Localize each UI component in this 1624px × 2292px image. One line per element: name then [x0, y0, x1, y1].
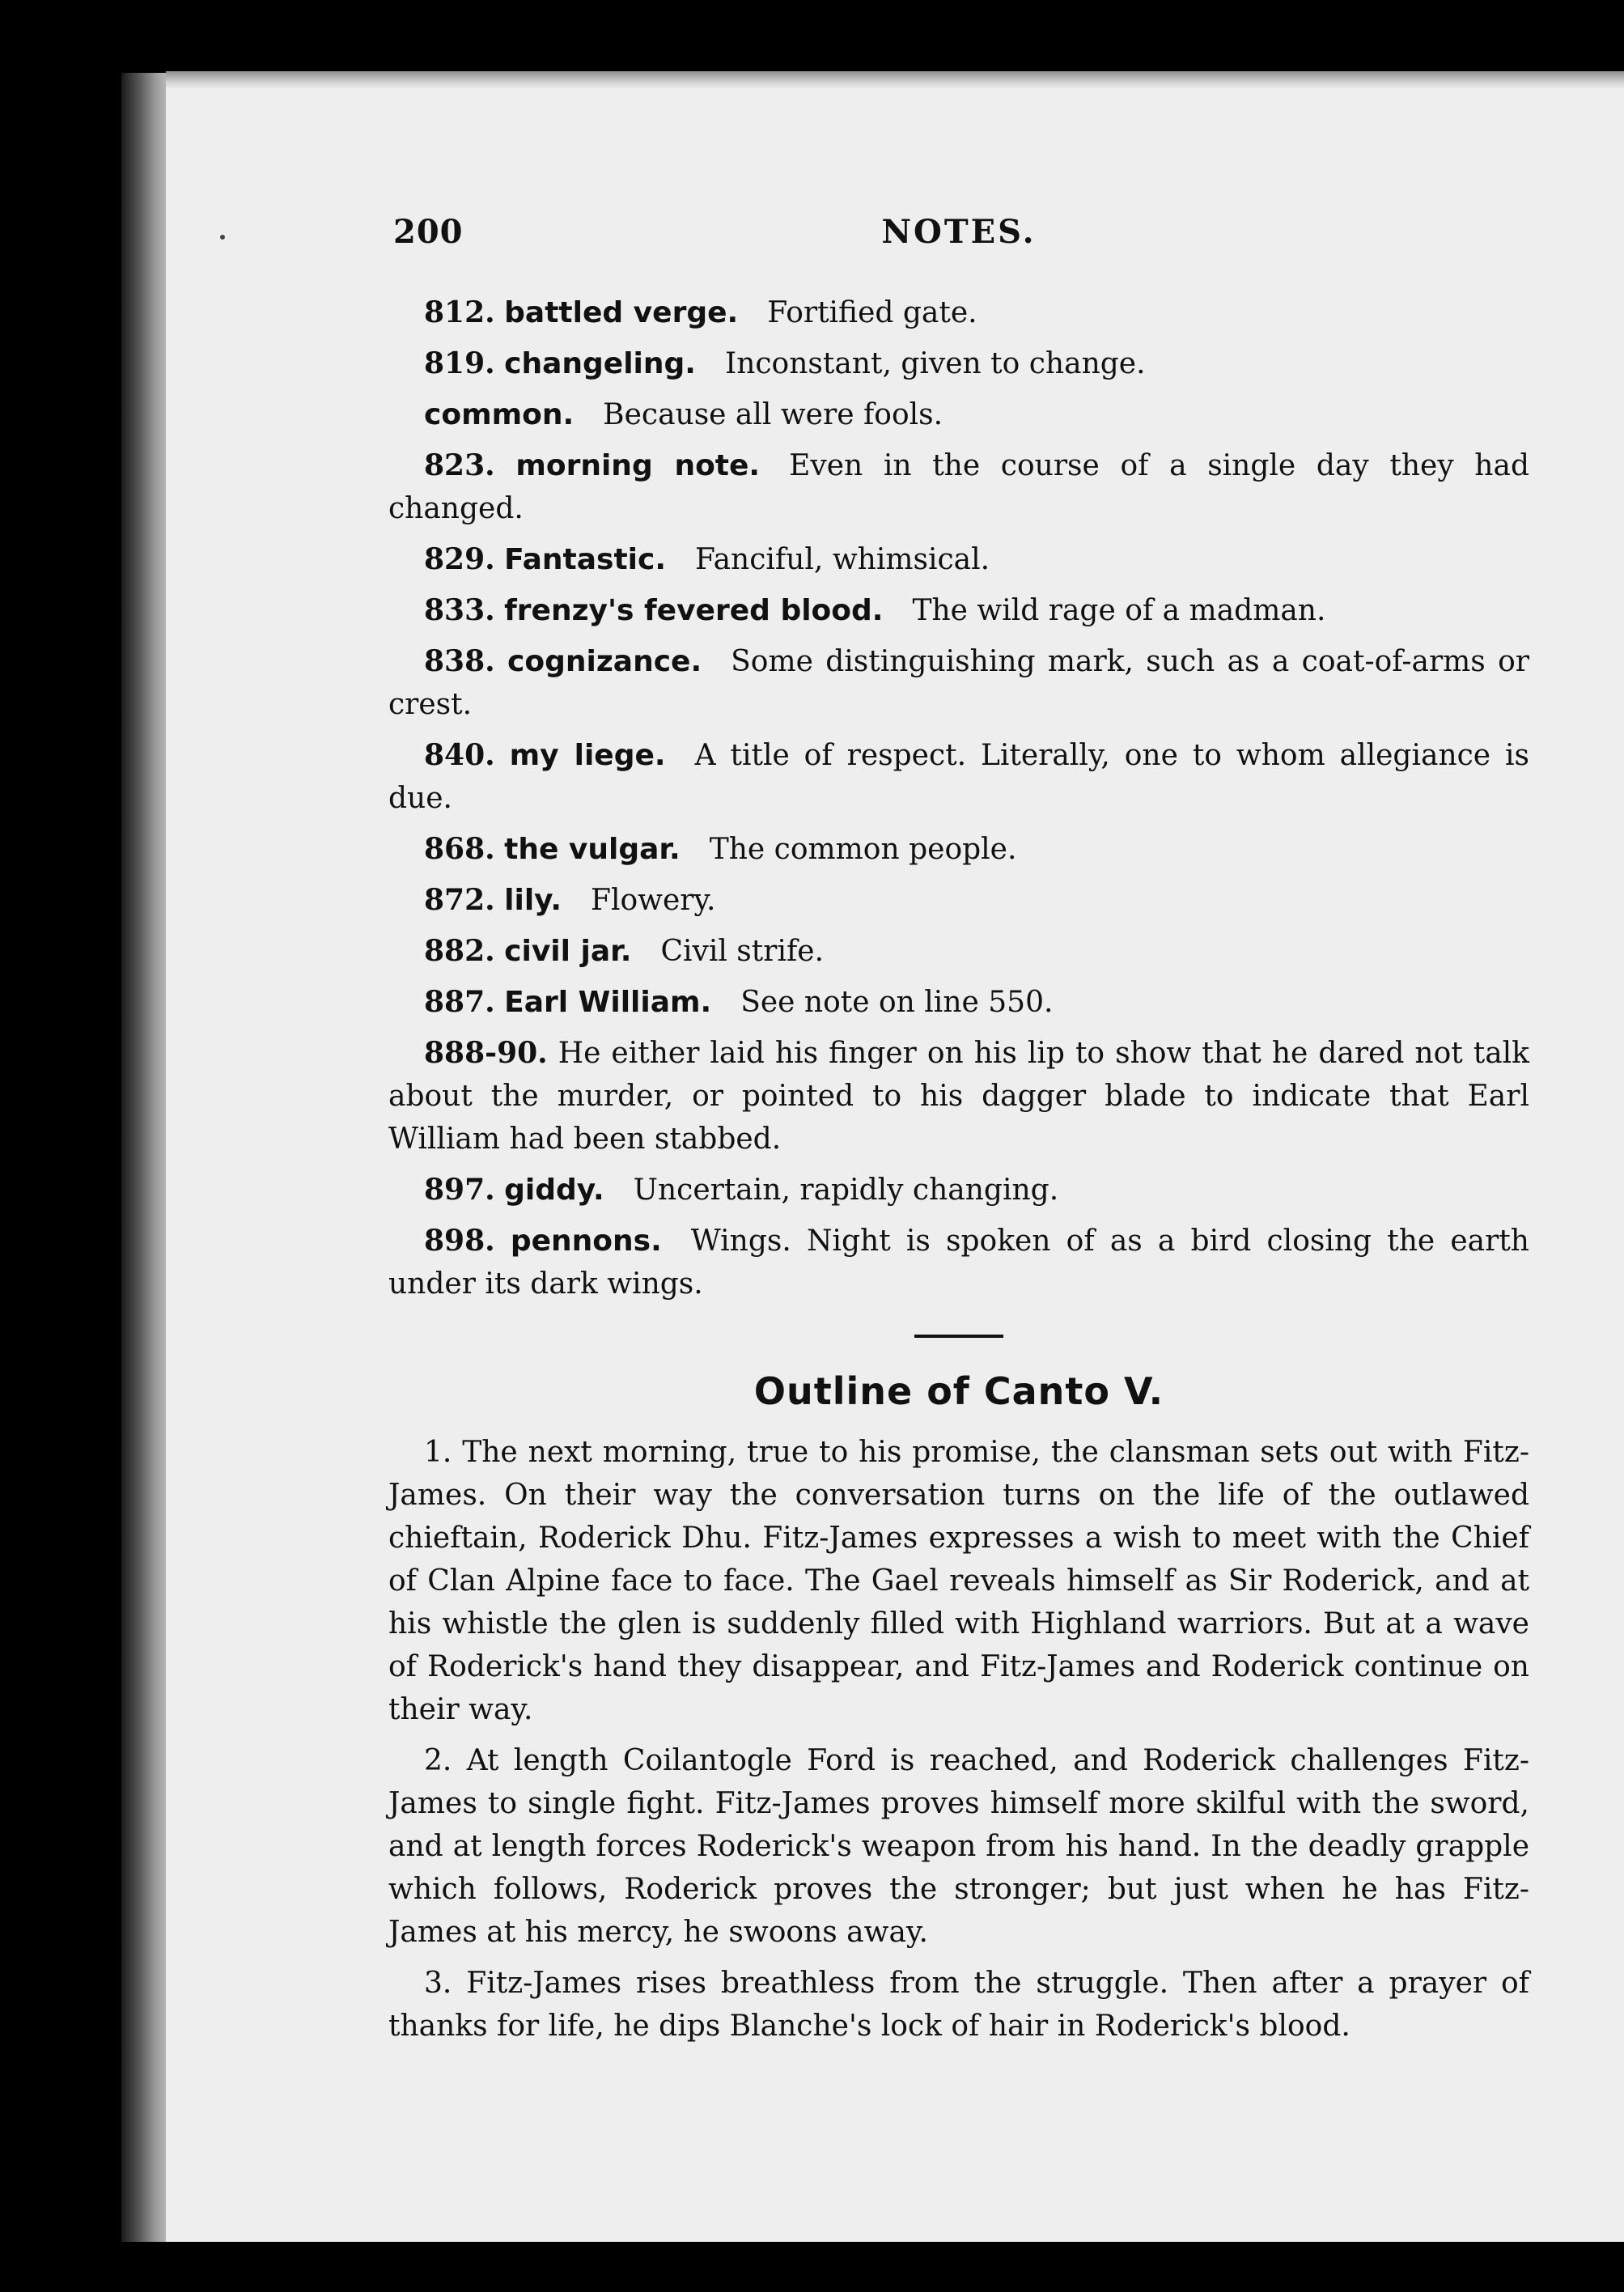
- note-term: pennons.: [510, 1225, 662, 1258]
- note-line-number: 887.: [424, 985, 495, 1019]
- note-line-number: 882.: [424, 934, 495, 968]
- note-entry: [388, 538, 1529, 581]
- note-entry: [388, 981, 1529, 1024]
- note-entry: [388, 291, 1529, 334]
- note-line-number: 838.: [424, 644, 495, 678]
- note-entry: [388, 930, 1529, 973]
- note-line-number: 829.: [424, 542, 495, 576]
- note-term: morning note.: [515, 449, 761, 482]
- note-line-number: 819.: [424, 346, 495, 380]
- page-top-edge: [166, 71, 1624, 89]
- note-term: common.: [424, 398, 575, 431]
- note-gloss: Inconstant, given to change.: [724, 347, 1146, 380]
- note-entry: [388, 1169, 1529, 1212]
- note-term: my liege.: [509, 739, 666, 772]
- note-entry: [388, 734, 1529, 820]
- note-term: cognizance.: [507, 645, 702, 678]
- note-entry: [388, 444, 1529, 530]
- note-entry: [388, 589, 1529, 632]
- note-term: the vulgar.: [504, 833, 681, 866]
- note-term: lily.: [504, 884, 562, 917]
- note-term: Earl William.: [504, 986, 712, 1019]
- margin-speck: [220, 235, 225, 240]
- note-line-number: 840.: [424, 738, 495, 772]
- note-term: changeling.: [504, 347, 696, 380]
- note-gloss: Fanciful, whimsical.: [695, 543, 990, 576]
- running-head: [388, 202, 1529, 259]
- page-number: 200: [393, 213, 464, 251]
- outline-paragraph: 3. Fitz-James rises breathless from the struggle. Then after a prayer of thanks for life, he dips Blanche's lock of hair in Roderick's blood.: [388, 1967, 1529, 2043]
- note-term: civil jar.: [504, 935, 632, 968]
- note-term: frenzy's fevered blood.: [504, 594, 884, 627]
- page-heading: NOTES.: [881, 213, 1037, 251]
- note-line-number: 812.: [424, 295, 495, 329]
- note-gloss: The wild rage of a madman.: [912, 594, 1326, 627]
- note-entry: [388, 640, 1529, 726]
- note-gloss: A title of respect. Literally, one to whom allegiance is due.: [388, 739, 1530, 815]
- note-entry: [388, 393, 1529, 436]
- note-term: battled verge.: [504, 296, 739, 329]
- note-entry: [388, 1220, 1529, 1305]
- note-gloss: The common people.: [709, 833, 1017, 866]
- note-gloss: Wings. Night is spoken of as a bird closing the earth under its dark wings.: [388, 1225, 1529, 1301]
- outline-title: Outline of Canto V.: [753, 1369, 1164, 1413]
- note-gloss: Some distinguishing mark, such as a coat-of-arms or crest.: [388, 645, 1529, 721]
- note-gloss: Even in the course of a single day they had changed.: [388, 449, 1529, 525]
- note-entry: [388, 828, 1529, 871]
- note-gloss: Flowery.: [591, 884, 716, 917]
- note-line-number: 888-90.: [424, 1036, 548, 1070]
- outline-paragraph: 2. At length Coilantogle Ford is reached, and Roderick challenges Fitz-James to single fight. Fitz-James proves himself more skilful with the sword, and at length forces Roderick's weapon from his hand. In the deadly grapple which follows, Roderick proves the stronger; but just when he has Fitz-James at his mercy, he swoons away.: [388, 1744, 1529, 1949]
- note-gloss: Civil strife.: [660, 935, 825, 968]
- outline-paragraph: 1. The next morning, true to his promise, the clansman sets out with Fitz-James. On their way the conversation turns on the life of the outlawed chieftain, Roderick Dhu. Fitz-James expresses a wish to meet with the Chief of Clan Alpine face to face. The Gael reveals himself as Sir Roderick, and at his whistle the glen is suddenly filled with Highland warriors. But at a wave of Roderick's hand they disappear, and Fitz-James and Roderick continue on their way.: [388, 1436, 1529, 1726]
- page-text: [388, 202, 1529, 2056]
- note-gloss: Fortified gate.: [767, 296, 977, 329]
- notes-list: [388, 291, 1529, 1305]
- note-term: Fantastic.: [504, 543, 667, 576]
- note-entry: [388, 1032, 1529, 1161]
- note-term: giddy.: [504, 1174, 604, 1207]
- note-line-number: 897.: [424, 1173, 495, 1207]
- note-gloss: Because all were fools.: [603, 398, 943, 431]
- note-line-number: 833.: [424, 593, 495, 627]
- note-line-number: 823.: [424, 448, 495, 482]
- note-gloss: See note on line 550.: [740, 986, 1054, 1019]
- note-gloss: He either laid his finger on his lip to show that he dared not talk about the murder, or pointed to his dagger blade to indicate that Earl William had been stabbed.: [388, 1037, 1529, 1156]
- note-entry: [388, 879, 1529, 922]
- note-line-number: 872.: [424, 883, 495, 917]
- section-divider: [914, 1335, 1003, 1338]
- note-line-number: 868.: [424, 832, 495, 866]
- outline-paragraphs: [388, 1431, 1529, 2048]
- note-line-number: 898.: [424, 1224, 495, 1258]
- note-entry: [388, 342, 1529, 385]
- note-gloss: Uncertain, rapidly changing.: [633, 1174, 1059, 1207]
